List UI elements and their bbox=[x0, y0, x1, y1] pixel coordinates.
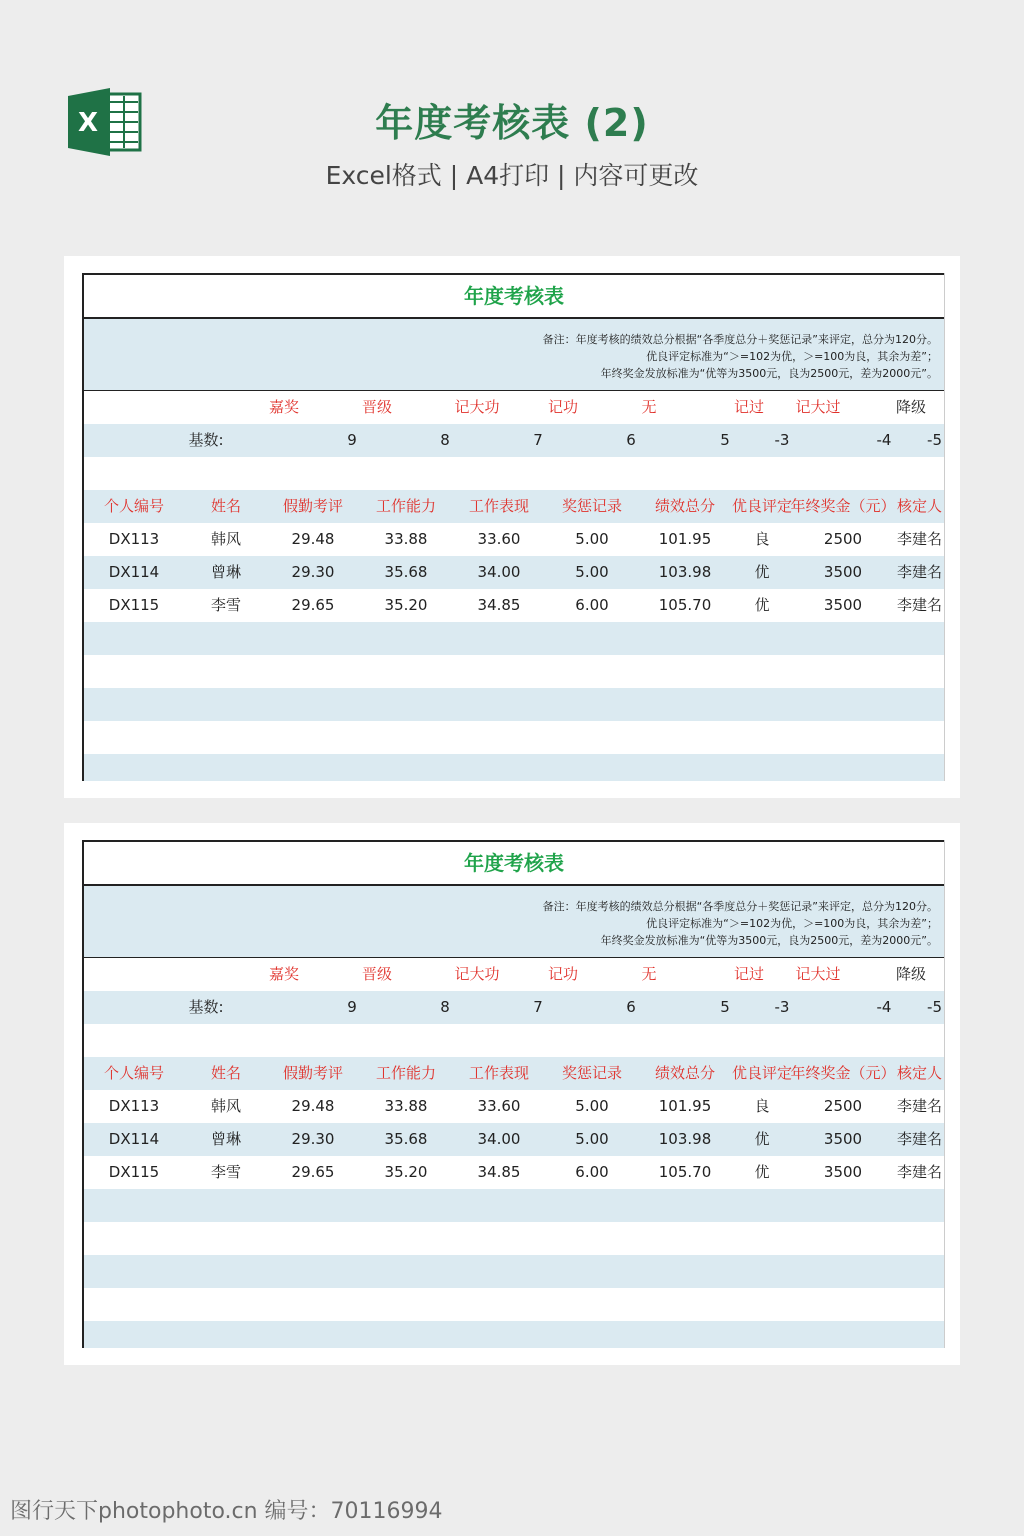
empty-row bbox=[84, 1222, 944, 1255]
base-value: -4 bbox=[876, 998, 892, 1016]
reward-label: 降级 bbox=[895, 965, 927, 983]
table-cell: 2500 bbox=[823, 530, 863, 548]
table-cell: 34.85 bbox=[477, 1163, 521, 1181]
base-value: 8 bbox=[440, 998, 450, 1016]
table-cell: 33.88 bbox=[384, 530, 428, 548]
empty-row bbox=[84, 688, 944, 721]
table-cell: 5.00 bbox=[575, 1130, 609, 1148]
empty-row bbox=[84, 1288, 944, 1321]
column-header: 绩效总分 bbox=[654, 1064, 716, 1082]
column-header: 姓名 bbox=[210, 1064, 242, 1082]
base-value: 7 bbox=[533, 431, 543, 449]
reward-label-row bbox=[84, 391, 944, 424]
base-value: -5 bbox=[927, 431, 942, 449]
table-cell: 34.00 bbox=[477, 563, 521, 581]
column-header: 核定人 bbox=[896, 1064, 942, 1082]
data-rows bbox=[84, 523, 944, 622]
table-cell: 35.20 bbox=[384, 596, 428, 614]
column-header: 工作表现 bbox=[468, 1064, 530, 1082]
sheet-note bbox=[84, 886, 944, 958]
table-cell: 5.00 bbox=[575, 530, 609, 548]
reward-label: 记功 bbox=[547, 965, 579, 983]
base-value: 6 bbox=[626, 431, 636, 449]
base-value: 9 bbox=[347, 431, 357, 449]
reward-label: 无 bbox=[641, 398, 657, 416]
empty-row bbox=[84, 622, 944, 655]
page-subtitle: Excel格式 | A4打印 | 内容可更改 bbox=[325, 161, 699, 190]
sheet-title: 年度考核表 bbox=[84, 273, 944, 319]
base-label: 基数: bbox=[188, 431, 224, 449]
table-cell: 101.95 bbox=[658, 1097, 712, 1115]
table-cell: 35.68 bbox=[384, 563, 428, 581]
column-header: 年终奖金（元） bbox=[790, 497, 896, 515]
column-header: 核定人 bbox=[896, 497, 942, 515]
sheet-card-1 bbox=[64, 256, 960, 798]
reward-label: 记大过 bbox=[795, 398, 841, 416]
table-row bbox=[84, 1090, 944, 1123]
reward-label: 无 bbox=[641, 965, 657, 983]
table-cell: 良 bbox=[754, 530, 770, 548]
table-cell: 李雪 bbox=[210, 596, 242, 614]
watermark: 图行天下photophoto.cn 编号：70116994 bbox=[10, 1499, 443, 1524]
note-line: 年终奖金发放标准为“优等为3500元，良为2500元，差为2000元”。 bbox=[600, 367, 938, 380]
note-line: 备注：年度考核的绩效总分根据“各季度总分＋奖惩记录”来评定，总分为120分。 bbox=[542, 333, 938, 346]
table-cell: 101.95 bbox=[658, 530, 712, 548]
table-cell: 优 bbox=[754, 596, 770, 614]
reward-label: 嘉奖 bbox=[268, 398, 300, 416]
table-cell: 35.68 bbox=[384, 1130, 428, 1148]
base-value: 5 bbox=[720, 998, 730, 1016]
table-cell: 李建名 bbox=[896, 1130, 942, 1148]
column-header: 个人编号 bbox=[103, 1064, 165, 1082]
base-value: -4 bbox=[876, 431, 892, 449]
logo-letter: X bbox=[77, 108, 99, 138]
column-header: 年终奖金（元） bbox=[790, 1064, 896, 1082]
base-value: -3 bbox=[774, 998, 790, 1016]
table-cell: 6.00 bbox=[575, 1163, 609, 1181]
reward-label: 记功 bbox=[547, 398, 579, 416]
table-cell: 3500 bbox=[823, 1163, 863, 1181]
column-header: 工作表现 bbox=[468, 497, 530, 515]
base-value-row bbox=[84, 424, 944, 457]
table-cell: 29.48 bbox=[291, 1097, 335, 1115]
table-cell: 6.00 bbox=[575, 596, 609, 614]
page-title: 年度考核表 (2) bbox=[375, 101, 649, 145]
reward-label: 记大过 bbox=[795, 965, 841, 983]
spacer-row bbox=[84, 1024, 944, 1057]
table-cell: 5.00 bbox=[575, 1097, 609, 1115]
empty-row bbox=[84, 1255, 944, 1288]
empty-row bbox=[84, 655, 944, 688]
table-cell: 29.30 bbox=[291, 1130, 335, 1148]
base-value: 7 bbox=[533, 998, 543, 1016]
table-row bbox=[84, 589, 944, 622]
reward-label-row bbox=[84, 958, 944, 991]
table-cell: 优 bbox=[754, 563, 770, 581]
table-row bbox=[84, 1123, 944, 1156]
column-header: 绩效总分 bbox=[654, 497, 716, 515]
column-header: 个人编号 bbox=[103, 497, 165, 515]
table-cell: 3500 bbox=[823, 563, 863, 581]
table-cell: 李建名 bbox=[896, 530, 942, 548]
table-cell: 5.00 bbox=[575, 563, 609, 581]
table-row bbox=[84, 556, 944, 589]
table-cell: 33.88 bbox=[384, 1097, 428, 1115]
reward-label: 晋级 bbox=[361, 965, 393, 983]
table-cell: 良 bbox=[754, 1097, 770, 1115]
column-header: 奖惩记录 bbox=[561, 497, 623, 515]
table-cell: 韩风 bbox=[210, 530, 242, 548]
empty-row bbox=[84, 721, 944, 754]
table-cell: 2500 bbox=[823, 1097, 863, 1115]
base-value: 9 bbox=[347, 998, 357, 1016]
base-value: -3 bbox=[774, 431, 790, 449]
table-cell: 3500 bbox=[823, 1130, 863, 1148]
table-cell: DX115 bbox=[108, 1163, 160, 1181]
table-cell: DX114 bbox=[108, 1130, 160, 1148]
table-cell: 33.60 bbox=[477, 530, 521, 548]
table-row bbox=[84, 523, 944, 556]
table-cell: 103.98 bbox=[658, 563, 712, 581]
note-line: 优良评定标准为“＞=102为优，＞=100为良，其余为差”； bbox=[646, 350, 938, 363]
reward-label: 记大功 bbox=[454, 965, 500, 983]
table-row bbox=[84, 1156, 944, 1189]
column-header: 奖惩记录 bbox=[561, 1064, 623, 1082]
table-cell: 34.00 bbox=[477, 1130, 521, 1148]
column-header-row bbox=[84, 490, 944, 523]
table-cell: 103.98 bbox=[658, 1130, 712, 1148]
reward-label: 晋级 bbox=[361, 398, 393, 416]
column-header: 工作能力 bbox=[375, 1064, 437, 1082]
table-cell: 29.65 bbox=[291, 1163, 335, 1181]
empty-row bbox=[84, 1321, 944, 1348]
base-label: 基数: bbox=[188, 998, 224, 1016]
column-header: 优良评定 bbox=[731, 1064, 793, 1082]
table-cell: 105.70 bbox=[658, 596, 712, 614]
table-cell: 曾琳 bbox=[210, 1130, 242, 1148]
data-rows bbox=[84, 1090, 944, 1189]
column-header: 工作能力 bbox=[375, 497, 437, 515]
reward-label: 嘉奖 bbox=[268, 965, 300, 983]
note-line: 优良评定标准为“＞=102为优，＞=100为良，其余为差”； bbox=[646, 917, 938, 930]
table-cell: DX113 bbox=[108, 530, 160, 548]
table-cell: 李建名 bbox=[896, 596, 942, 614]
column-header: 假勤考评 bbox=[282, 1064, 344, 1082]
table-cell: 3500 bbox=[823, 596, 863, 614]
table-cell: 105.70 bbox=[658, 1163, 712, 1181]
column-header: 假勤考评 bbox=[282, 497, 344, 515]
base-value-row bbox=[84, 991, 944, 1024]
sheet-note bbox=[84, 319, 944, 391]
table-cell: 34.85 bbox=[477, 596, 521, 614]
reward-label: 记过 bbox=[733, 398, 765, 416]
note-line: 年终奖金发放标准为“优等为3500元，良为2500元，差为2000元”。 bbox=[600, 934, 938, 947]
base-value: 5 bbox=[720, 431, 730, 449]
sheet-2 bbox=[82, 840, 945, 1348]
table-cell: 李雪 bbox=[210, 1163, 242, 1181]
table-cell: 韩风 bbox=[210, 1097, 242, 1115]
table-cell: 曾琳 bbox=[210, 563, 242, 581]
table-cell: 优 bbox=[754, 1130, 770, 1148]
table-cell: 33.60 bbox=[477, 1097, 521, 1115]
table-cell: 29.65 bbox=[291, 596, 335, 614]
table-cell: 李建名 bbox=[896, 1097, 942, 1115]
base-value: 6 bbox=[626, 998, 636, 1016]
reward-label: 记过 bbox=[733, 965, 765, 983]
table-cell: DX114 bbox=[108, 563, 160, 581]
sheet-card-2 bbox=[64, 823, 960, 1365]
table-cell: 李建名 bbox=[896, 563, 942, 581]
base-value: -5 bbox=[927, 998, 942, 1016]
reward-label: 降级 bbox=[895, 398, 927, 416]
column-header: 姓名 bbox=[210, 497, 242, 515]
table-cell: 李建名 bbox=[896, 1163, 942, 1181]
base-value: 8 bbox=[440, 431, 450, 449]
column-header-row bbox=[84, 1057, 944, 1090]
empty-row bbox=[84, 754, 944, 781]
sheet-title: 年度考核表 bbox=[84, 840, 944, 886]
table-cell: DX115 bbox=[108, 596, 160, 614]
reward-label: 记大功 bbox=[454, 398, 500, 416]
sheet-1 bbox=[82, 273, 945, 781]
spacer-row bbox=[84, 457, 944, 490]
empty-row bbox=[84, 1189, 944, 1222]
column-header: 优良评定 bbox=[731, 497, 793, 515]
table-cell: 优 bbox=[754, 1163, 770, 1181]
table-cell: 29.48 bbox=[291, 530, 335, 548]
table-cell: 35.20 bbox=[384, 1163, 428, 1181]
table-cell: DX113 bbox=[108, 1097, 160, 1115]
note-line: 备注：年度考核的绩效总分根据“各季度总分＋奖惩记录”来评定，总分为120分。 bbox=[542, 900, 938, 913]
table-cell: 29.30 bbox=[291, 563, 335, 581]
